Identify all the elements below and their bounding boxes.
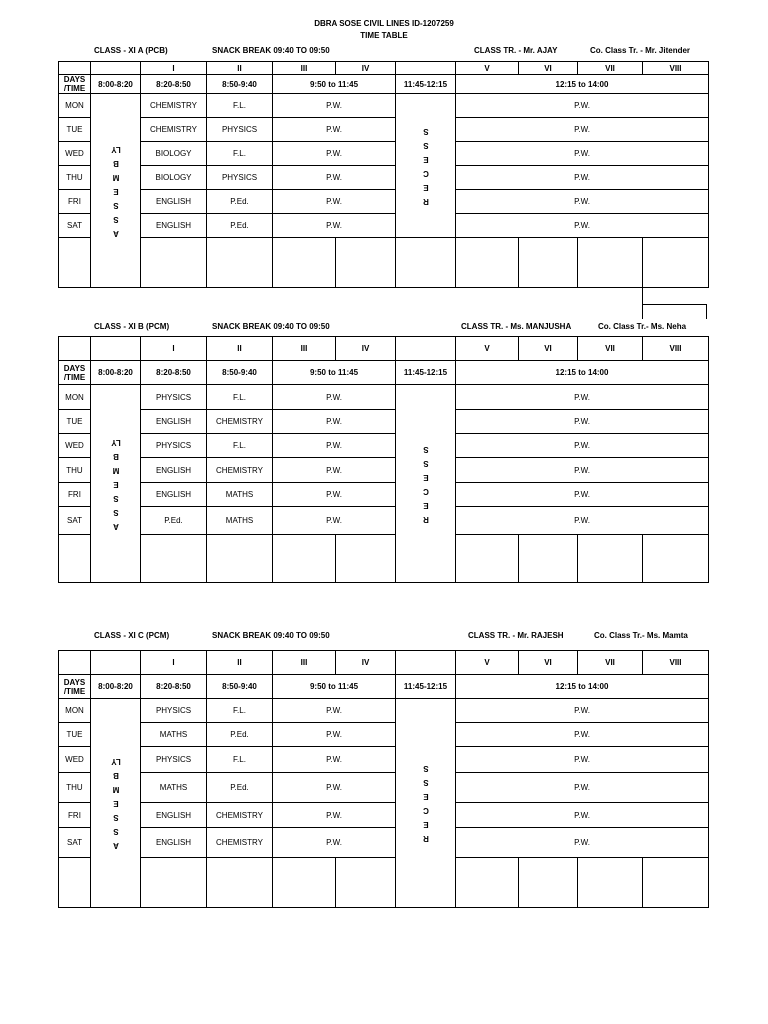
period-header-row <box>59 651 709 675</box>
period-label: II <box>207 337 273 361</box>
blank-cell <box>207 238 273 288</box>
day-row <box>59 166 709 190</box>
period-label: I <box>141 337 207 361</box>
blank-cell <box>643 858 709 908</box>
time-period-1: 8:20-8:50 <box>141 675 207 699</box>
period-5-8-subject: P.W. <box>456 142 709 166</box>
school-title: DBRA SOSE CIVIL LINES ID-1207259 <box>314 19 454 28</box>
period-1-subject: ENGLISH <box>141 803 207 828</box>
snack-break: SNACK BREAK 09:40 TO 09:50 <box>212 322 330 331</box>
stray-grid-line <box>706 305 707 319</box>
day-row <box>59 410 709 434</box>
snack-break: SNACK BREAK 09:40 TO 09:50 <box>212 46 330 55</box>
time-recess: 11:45-12:15 <box>396 675 456 699</box>
stray-grid-line <box>642 304 707 305</box>
assembly-cell <box>91 385 141 583</box>
day-label: SAT <box>59 828 91 858</box>
blank-cell <box>207 858 273 908</box>
period-label: VII <box>578 62 643 75</box>
days-time-label: DAYS /TIME <box>59 675 91 699</box>
period-label: V <box>456 651 519 675</box>
time-period-5-8: 12:15 to 14:00 <box>456 75 709 94</box>
day-row <box>59 723 709 747</box>
period-3-4-subject: P.W. <box>273 507 396 535</box>
period-5-8-subject: P.W. <box>456 94 709 118</box>
day-label: TUE <box>59 723 91 747</box>
day-row <box>59 190 709 214</box>
blank-cell <box>396 62 456 75</box>
class-teacher: CLASS TR. - Mr. RAJESH <box>468 631 564 640</box>
time-assembly: 8:00-8:20 <box>91 675 141 699</box>
period-label: III <box>273 337 336 361</box>
period-3-4-subject: P.W. <box>273 773 396 803</box>
period-3-4-subject: P.W. <box>273 747 396 773</box>
day-label: TUE <box>59 410 91 434</box>
period-3-4-subject: P.W. <box>273 803 396 828</box>
period-2-subject: CHEMISTRY <box>207 458 273 483</box>
period-3-4-subject: P.W. <box>273 723 396 747</box>
period-3-4-subject: P.W. <box>273 483 396 507</box>
blank-cell <box>91 62 141 75</box>
period-5-8-subject: P.W. <box>456 410 709 434</box>
blank-cell <box>141 535 207 583</box>
blank-cell <box>59 651 91 675</box>
blank-cell <box>336 535 396 583</box>
days-time-label: DAYS /TIME <box>59 75 91 94</box>
period-2-subject: F.L. <box>207 142 273 166</box>
period-5-8-subject: P.W. <box>456 747 709 773</box>
period-1-subject: PHYSICS <box>141 385 207 410</box>
period-label: VI <box>519 337 578 361</box>
day-row <box>59 458 709 483</box>
day-row <box>59 803 709 828</box>
period-2-subject: CHEMISTRY <box>207 803 273 828</box>
recess-cell <box>396 699 456 908</box>
period-3-4-subject: P.W. <box>273 458 396 483</box>
period-5-8-subject: P.W. <box>456 166 709 190</box>
period-2-subject: MATHS <box>207 483 273 507</box>
blank-cell <box>519 238 578 288</box>
document-title: TIME TABLE <box>360 31 408 40</box>
period-label: VI <box>519 651 578 675</box>
day-row <box>59 483 709 507</box>
timetable-xi-a <box>58 61 709 288</box>
period-1-subject: P.Ed. <box>141 507 207 535</box>
time-period-5-8: 12:15 to 14:00 <box>456 675 709 699</box>
time-period-3-4: 9:50 to 11:45 <box>273 361 396 385</box>
period-1-subject: PHYSICS <box>141 699 207 723</box>
period-2-subject: CHEMISTRY <box>207 410 273 434</box>
period-label: VII <box>578 651 643 675</box>
period-5-8-subject: P.W. <box>456 803 709 828</box>
blank-cell <box>396 651 456 675</box>
time-row <box>59 675 709 699</box>
blank-cell <box>59 337 91 361</box>
period-3-4-subject: P.W. <box>273 385 396 410</box>
class-teacher: CLASS TR. - Ms. MANJUSHA <box>461 322 572 331</box>
blank-cell <box>91 337 141 361</box>
blank-cell <box>59 535 91 583</box>
period-5-8-subject: P.W. <box>456 507 709 535</box>
class-teacher: CLASS TR. - Mr. AJAY <box>474 46 558 55</box>
period-label: V <box>456 62 519 75</box>
time-period-3-4: 9:50 to 11:45 <box>273 675 396 699</box>
blank-cell <box>336 858 396 908</box>
period-1-subject: ENGLISH <box>141 410 207 434</box>
day-label: MON <box>59 385 91 410</box>
period-2-subject: P.Ed. <box>207 190 273 214</box>
blank-row <box>59 858 709 908</box>
time-recess: 11:45-12:15 <box>396 75 456 94</box>
day-row <box>59 94 709 118</box>
day-label: WED <box>59 747 91 773</box>
period-3-4-subject: P.W. <box>273 434 396 458</box>
day-row <box>59 385 709 410</box>
time-period-5-8: 12:15 to 14:00 <box>456 361 709 385</box>
period-2-subject: F.L. <box>207 385 273 410</box>
recess-vertical-text: RECESS <box>422 764 429 843</box>
day-label: THU <box>59 458 91 483</box>
period-3-4-subject: P.W. <box>273 410 396 434</box>
period-5-8-subject: P.W. <box>456 699 709 723</box>
period-3-4-subject: P.W. <box>273 699 396 723</box>
day-label: MON <box>59 699 91 723</box>
period-label: VIII <box>643 337 709 361</box>
period-2-subject: F.L. <box>207 434 273 458</box>
blank-cell <box>59 62 91 75</box>
period-1-subject: PHYSICS <box>141 747 207 773</box>
period-1-subject: CHEMISTRY <box>141 118 207 142</box>
recess-cell <box>396 94 456 238</box>
day-label: MON <box>59 94 91 118</box>
period-label: V <box>456 337 519 361</box>
period-1-subject: ENGLISH <box>141 190 207 214</box>
blank-cell <box>273 238 336 288</box>
day-row <box>59 214 709 238</box>
period-label: IV <box>336 62 396 75</box>
day-label: THU <box>59 166 91 190</box>
class-label: CLASS - XI B (PCM) <box>94 322 170 331</box>
blank-cell <box>578 238 643 288</box>
snack-break: SNACK BREAK 09:40 TO 09:50 <box>212 631 330 640</box>
blank-cell <box>207 535 273 583</box>
time-row <box>59 361 709 385</box>
day-row <box>59 828 709 858</box>
period-2-subject: MATHS <box>207 507 273 535</box>
blank-cell <box>336 238 396 288</box>
period-3-4-subject: P.W. <box>273 142 396 166</box>
day-row <box>59 434 709 458</box>
day-label: TUE <box>59 118 91 142</box>
time-period-1: 8:20-8:50 <box>141 75 207 94</box>
time-period-1: 8:20-8:50 <box>141 361 207 385</box>
period-2-subject: PHYSICS <box>207 166 273 190</box>
period-header-row <box>59 337 709 361</box>
period-2-subject: PHYSICS <box>207 118 273 142</box>
class-label: CLASS - XI C (PCM) <box>94 631 170 640</box>
recess-cell <box>396 385 456 583</box>
period-label: IV <box>336 651 396 675</box>
blank-cell <box>578 858 643 908</box>
period-2-subject: P.Ed. <box>207 723 273 747</box>
assembly-vertical-text: ASSEMBLY <box>110 144 121 238</box>
time-assembly: 8:00-8:20 <box>91 361 141 385</box>
period-1-subject: ENGLISH <box>141 214 207 238</box>
period-2-subject: F.L. <box>207 747 273 773</box>
time-period-2: 8:50-9:40 <box>207 675 273 699</box>
recess-vertical-text: RECESS <box>422 444 429 524</box>
blank-cell <box>91 651 141 675</box>
period-label: III <box>273 651 336 675</box>
day-row <box>59 142 709 166</box>
day-label: SAT <box>59 214 91 238</box>
period-5-8-subject: P.W. <box>456 828 709 858</box>
period-1-subject: PHYSICS <box>141 434 207 458</box>
period-5-8-subject: P.W. <box>456 190 709 214</box>
time-row <box>59 75 709 94</box>
period-label: I <box>141 62 207 75</box>
period-3-4-subject: P.W. <box>273 190 396 214</box>
period-1-subject: ENGLISH <box>141 458 207 483</box>
period-label: I <box>141 651 207 675</box>
assembly-cell <box>91 94 141 288</box>
period-label: VIII <box>643 62 709 75</box>
day-row <box>59 747 709 773</box>
timetable-xi-c <box>58 650 709 908</box>
period-label: VI <box>519 62 578 75</box>
day-row <box>59 699 709 723</box>
time-recess: 11:45-12:15 <box>396 361 456 385</box>
period-1-subject: MATHS <box>141 723 207 747</box>
period-label: III <box>273 62 336 75</box>
day-label: FRI <box>59 483 91 507</box>
period-1-subject: CHEMISTRY <box>141 94 207 118</box>
period-1-subject: BIOLOGY <box>141 166 207 190</box>
day-row <box>59 773 709 803</box>
timetable-xi-b <box>58 336 709 583</box>
blank-cell <box>456 238 519 288</box>
stray-grid-line <box>642 287 643 319</box>
period-5-8-subject: P.W. <box>456 214 709 238</box>
period-2-subject: P.Ed. <box>207 773 273 803</box>
recess-vertical-text: RECESS <box>422 126 429 206</box>
blank-cell <box>273 535 336 583</box>
co-class-teacher: Co. Class Tr. - Mr. Jitender <box>590 46 691 55</box>
blank-cell <box>273 858 336 908</box>
day-label: SAT <box>59 507 91 535</box>
period-3-4-subject: P.W. <box>273 94 396 118</box>
blank-cell <box>59 238 91 288</box>
blank-row <box>59 238 709 288</box>
period-2-subject: F.L. <box>207 699 273 723</box>
day-label: FRI <box>59 803 91 828</box>
assembly-vertical-text: ASSEMBLY <box>110 437 121 531</box>
blank-cell <box>578 535 643 583</box>
blank-cell <box>643 238 709 288</box>
period-2-subject: F.L. <box>207 94 273 118</box>
period-5-8-subject: P.W. <box>456 458 709 483</box>
period-3-4-subject: P.W. <box>273 166 396 190</box>
period-label: II <box>207 62 273 75</box>
days-time-label: DAYS /TIME <box>59 361 91 385</box>
assembly-cell <box>91 699 141 908</box>
time-assembly: 8:00-8:20 <box>91 75 141 94</box>
period-1-subject: ENGLISH <box>141 483 207 507</box>
period-3-4-subject: P.W. <box>273 214 396 238</box>
period-label: IV <box>336 337 396 361</box>
period-5-8-subject: P.W. <box>456 723 709 747</box>
day-row <box>59 507 709 535</box>
period-5-8-subject: P.W. <box>456 118 709 142</box>
blank-cell <box>396 238 456 288</box>
period-1-subject: BIOLOGY <box>141 142 207 166</box>
blank-cell <box>141 238 207 288</box>
period-5-8-subject: P.W. <box>456 434 709 458</box>
period-2-subject: CHEMISTRY <box>207 828 273 858</box>
day-label: WED <box>59 434 91 458</box>
day-label: FRI <box>59 190 91 214</box>
day-row <box>59 118 709 142</box>
period-label: VIII <box>643 651 709 675</box>
blank-cell <box>141 858 207 908</box>
period-header-row <box>59 62 709 75</box>
period-5-8-subject: P.W. <box>456 483 709 507</box>
period-3-4-subject: P.W. <box>273 828 396 858</box>
day-label: THU <box>59 773 91 803</box>
period-label: VII <box>578 337 643 361</box>
assembly-vertical-text: ASSEMBLY <box>110 757 121 850</box>
blank-row <box>59 535 709 583</box>
time-period-3-4: 9:50 to 11:45 <box>273 75 396 94</box>
blank-cell <box>519 535 578 583</box>
period-5-8-subject: P.W. <box>456 385 709 410</box>
class-label: CLASS - XI A (PCB) <box>94 46 168 55</box>
period-3-4-subject: P.W. <box>273 118 396 142</box>
blank-cell <box>643 535 709 583</box>
co-class-teacher: Co. Class Tr.- Ms. Mamta <box>594 631 688 640</box>
period-2-subject: P.Ed. <box>207 214 273 238</box>
blank-cell <box>519 858 578 908</box>
blank-cell <box>59 858 91 908</box>
time-period-2: 8:50-9:40 <box>207 361 273 385</box>
period-5-8-subject: P.W. <box>456 773 709 803</box>
co-class-teacher: Co. Class Tr.- Ms. Neha <box>598 322 687 331</box>
day-label: WED <box>59 142 91 166</box>
blank-cell <box>456 535 519 583</box>
blank-cell <box>456 858 519 908</box>
time-period-2: 8:50-9:40 <box>207 75 273 94</box>
period-1-subject: MATHS <box>141 773 207 803</box>
period-1-subject: ENGLISH <box>141 828 207 858</box>
blank-cell <box>396 337 456 361</box>
period-label: II <box>207 651 273 675</box>
